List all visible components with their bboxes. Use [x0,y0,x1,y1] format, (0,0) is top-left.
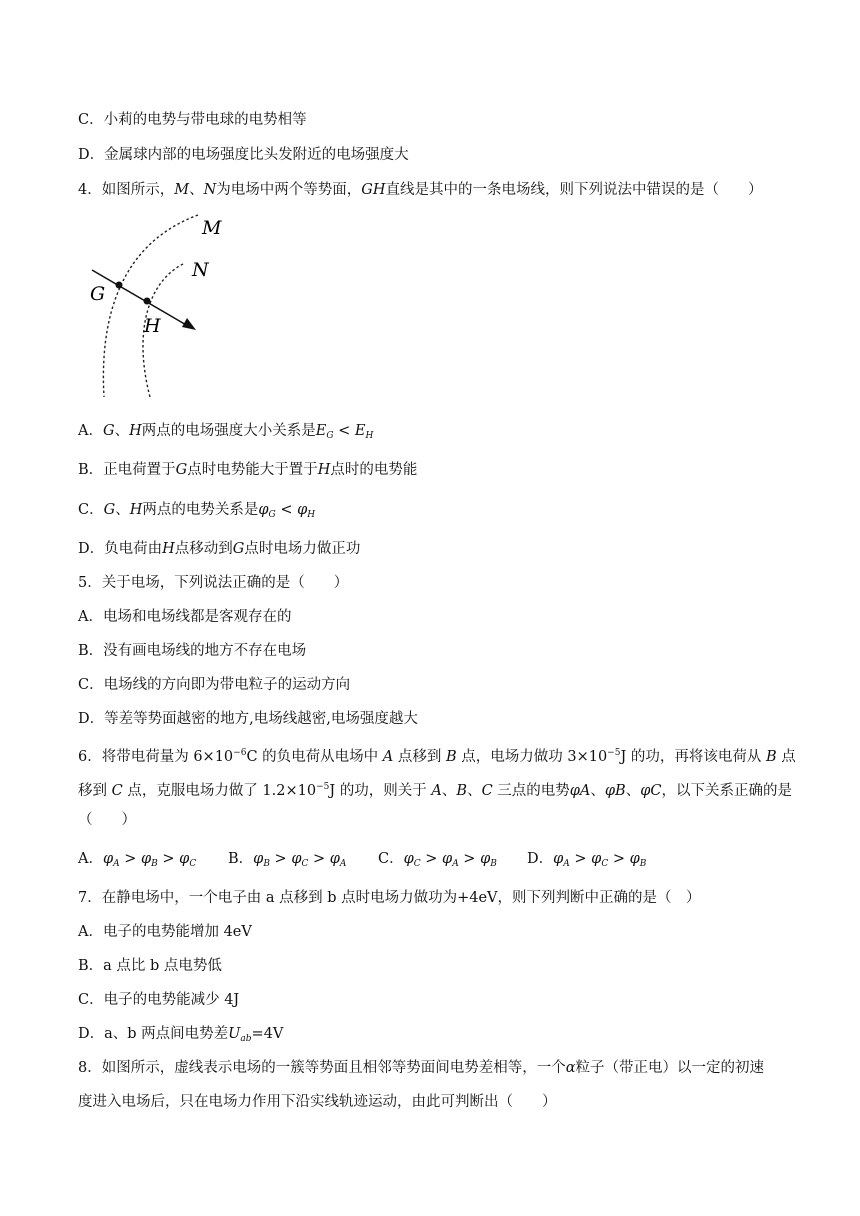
q6-option-a: A．$\varphi_A > \varphi_B > \varphi_C$ [78,851,197,869]
q5-option-a: A．电场和电场线都是客观存在的 [78,609,292,625]
q3-option-d: D．金属球内部的电场强度比头发附近的电场强度大 [78,147,409,163]
label-m: M [202,217,222,239]
q8-stem-line-1: 8．如图所示，虚线表示电场的一簇等势面且相邻等势面间电势差相等，一个α粒子（带正电）以一定的初速 [78,1060,765,1076]
equipotential-figure [78,212,248,402]
q4-option-d: D．负电荷由H点移动到G点时电场力做正功 [78,541,361,557]
point-h-dot [144,298,151,305]
field-line-arrowhead [182,318,196,330]
q6-stem-line-2: 移到 C 点，克服电场力做了 $1.2\times 10^{-5}J$ 的功，则关于 A、B、C 三点的电势φA、φB、φC，以下关系正确的是 [78,782,792,799]
q5-option-d: D．等差等势面越密的地方,电场线越密,电场强度越大 [78,711,418,727]
q6-option-c: C．$\varphi_C > \varphi_A > \varphi_B$ [378,851,497,869]
q5-option-b: B．没有画电场线的地方不存在电场 [78,643,307,659]
q5-option-c: C．电场线的方向即为带电粒子的运动方向 [78,677,351,693]
label-n: N [192,259,209,281]
q4-option-b: B．正电荷置于G点时电势能大于置于H点时的电势能 [78,462,418,478]
q4-option-c: C．G、H两点的电势关系是$\varphi_G < \varphi_H$ [78,502,316,520]
field-line-gh [92,270,188,326]
q3-option-c: C．小莉的电势与带电球的电势相等 [78,112,307,128]
q6-option-b: B．$\varphi_B > \varphi_C > \varphi_A$ [228,851,347,869]
q8-stem-line-2: 度进入电场后，只在电场力作用下沿实线轨迹运动，由此可判断出（ ） [78,1094,557,1110]
q7-option-b: B．a 点比 b 点电势低 [78,958,222,974]
label-h: H [144,315,161,337]
q7-stem: 7．在静电场中，一个电子由 a 点移到 b 点时电场力做功为+4eV，则下列判断中正确的是（ ） [78,890,701,906]
q5-stem: 5．关于电场，下列说法正确的是（ ） [78,575,349,591]
equipotential-m-dashed [103,215,198,397]
q7-option-c: C．电子的电势能减少 4J [78,992,240,1008]
q6-option-d: D．$\varphi_A > \varphi_C > \varphi_B$ [527,851,647,869]
q7-option-d: D．a、b 两点间电势差$U_{ab}=4V$ [78,1026,284,1044]
q7-option-a: A．电子的电势能增加 4eV [78,924,252,940]
q6-stem-line-3: （ ） [78,812,136,828]
q4-option-a: A．G、H两点的电场强度大小关系是$E_G < E_H$ [78,423,374,441]
point-g-dot [116,282,123,289]
label-g: G [90,283,106,305]
q6-stem-line-1: 6．将带电荷量为 $6\times 10^{-6}C$ 的负电荷从电场中 A 点移到 B 点，电场力做功 $3\times 10^{-5}J$ 的功，再将该电荷从 B 点 [78,748,796,765]
q4-stem: 4．如图所示，M、N为电场中两个等势面，GH直线是其中的一条电场线，则下列说法中错误的是（ ） [78,182,763,198]
